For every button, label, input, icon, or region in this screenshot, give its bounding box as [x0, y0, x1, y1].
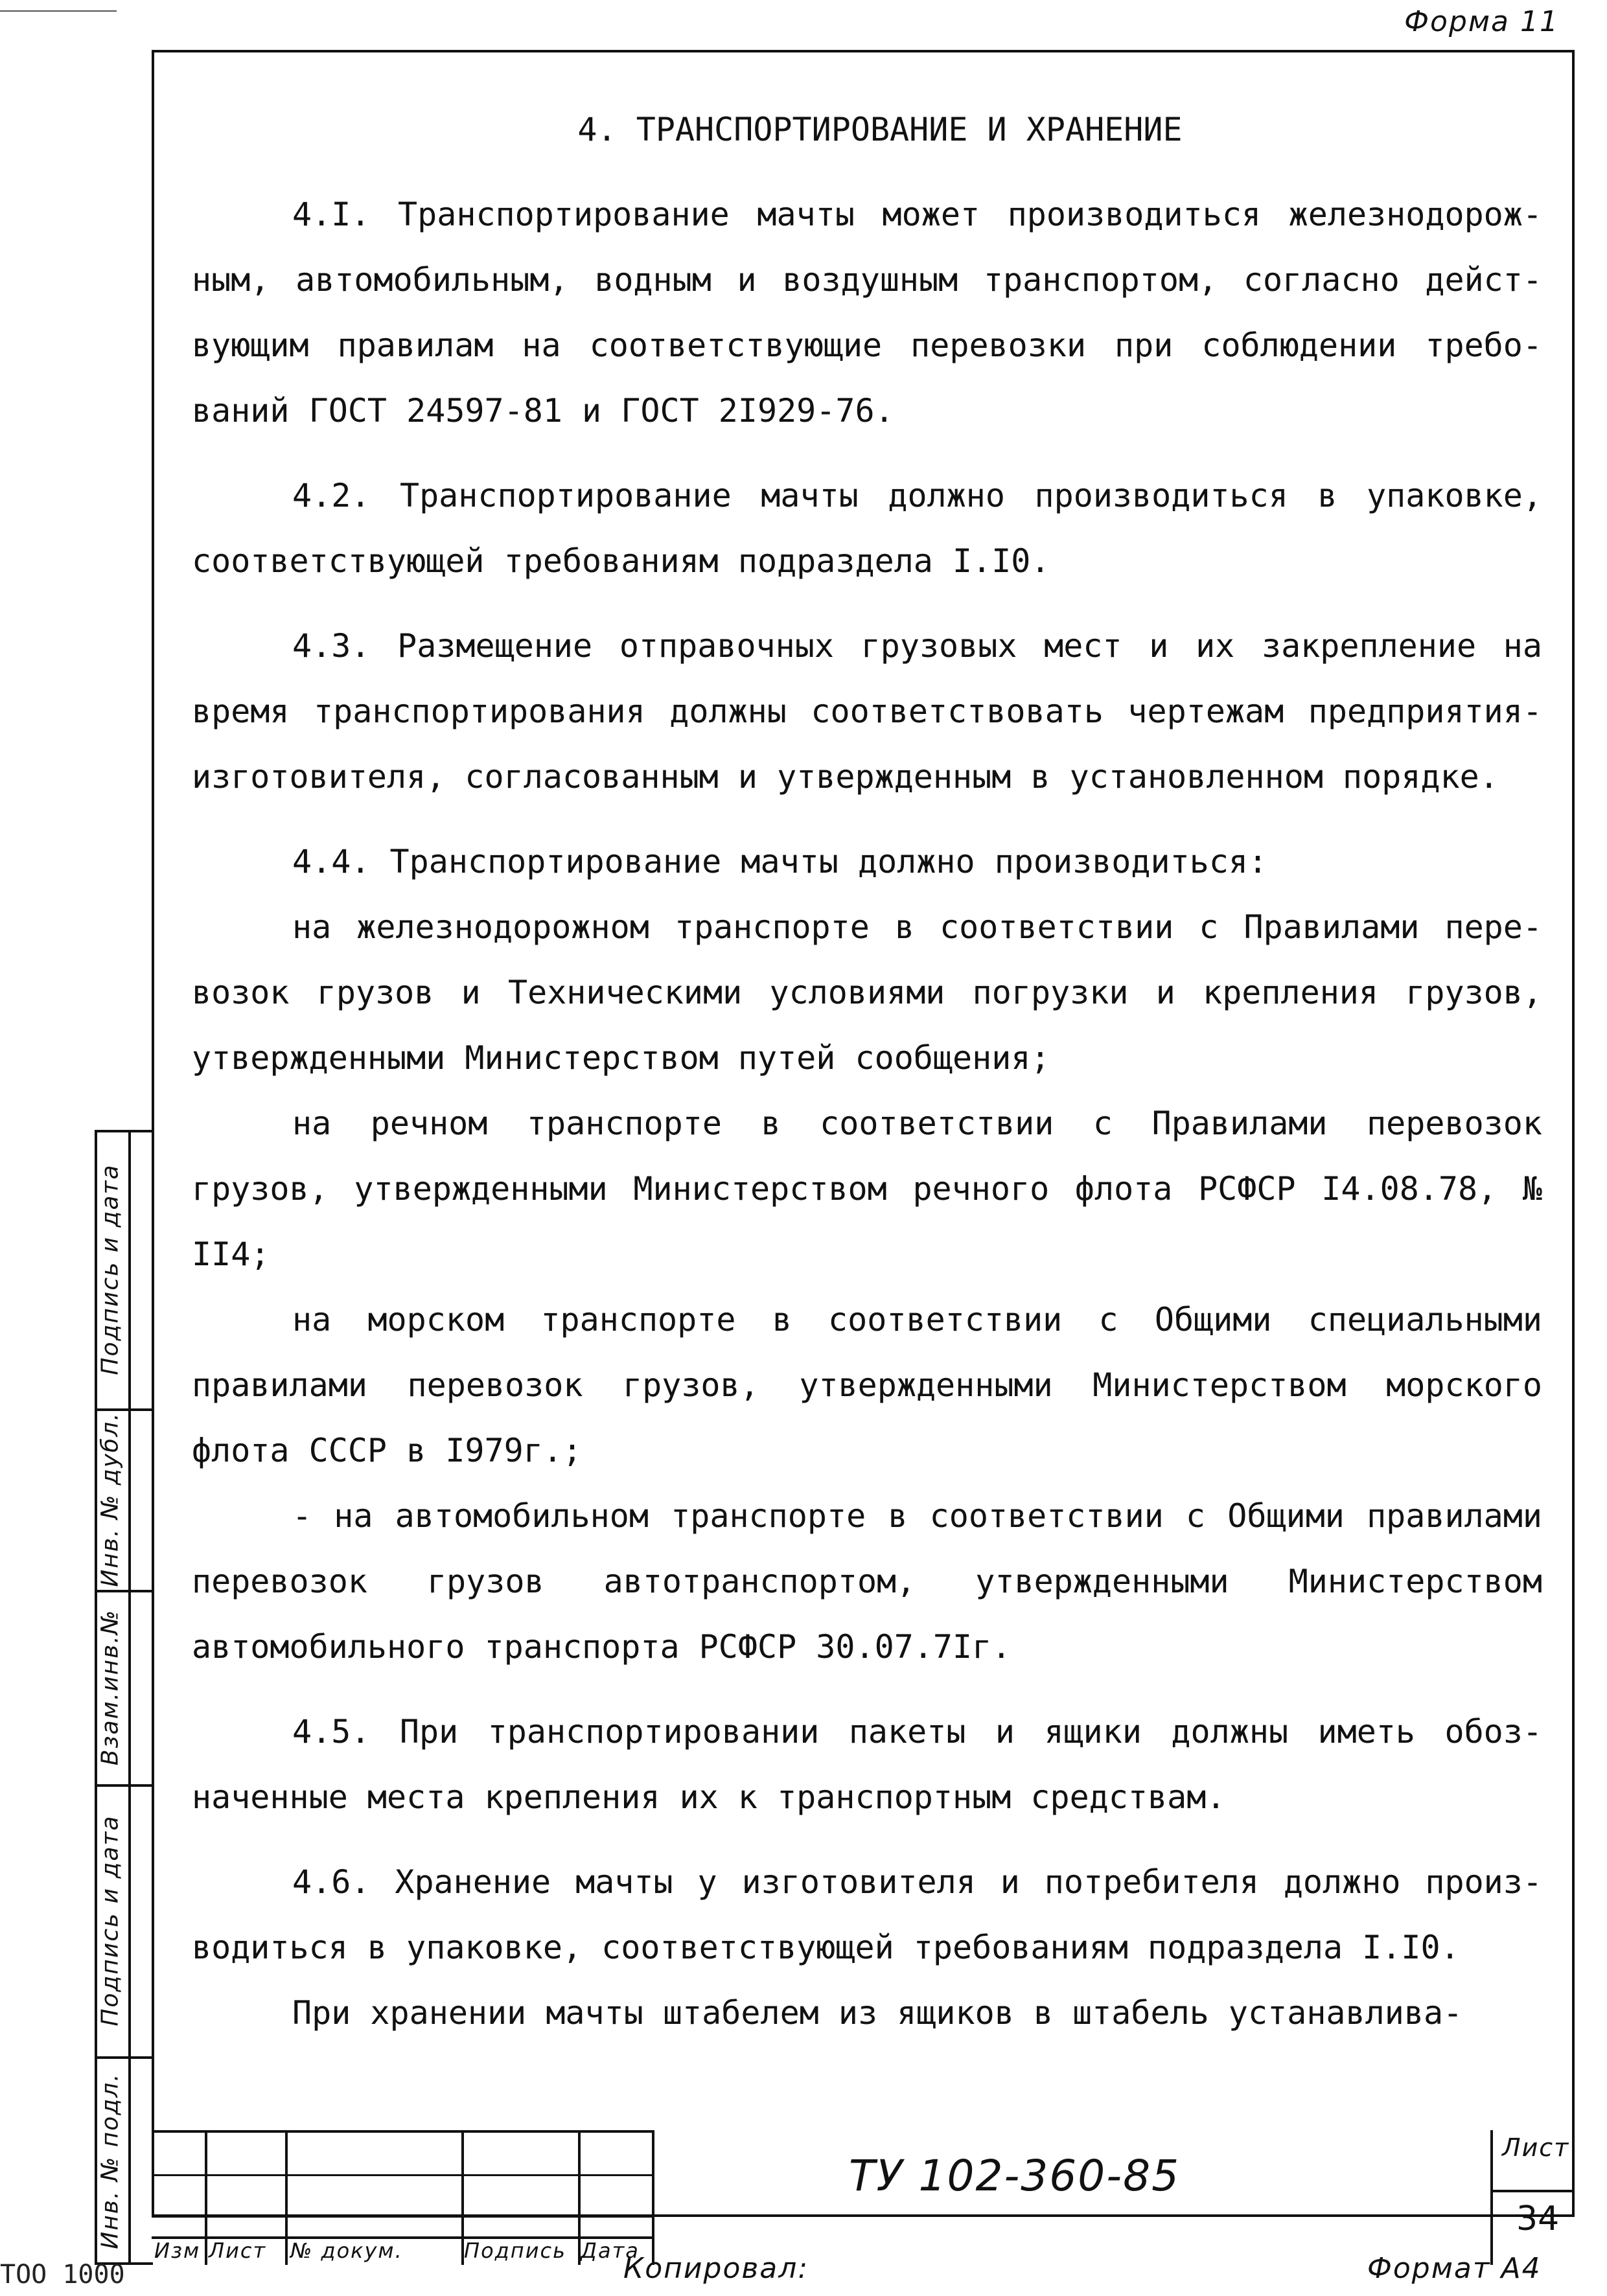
side-label-replace-inv: Взам.инв.№	[97, 1609, 124, 1765]
side-label-original-inv: Инв. № подл.	[97, 2072, 124, 2249]
paragraph-sea: на морском транспорте в соответствии с Общими специальными правилами перевозок грузов, утвержденными Министерством морского флота СССР в I979г.;	[192, 1301, 1542, 1469]
tb-rule	[205, 2130, 207, 2265]
corner-mark: TOO 1000	[0, 2260, 125, 2290]
col-label-date: Дата	[581, 2238, 640, 2263]
paragraph-rail: на железнодорожном транспорте в соответствии с Правилами перевозок грузов и Техническими условиями погрузки и крепления грузов, утвержденными Министерством путей сообщения;	[192, 908, 1542, 1077]
paragraph-4-2: 4.2. Транспортирование мачты должно производиться в упаковке, соответствующей требованиям подраздела I.I0.	[192, 477, 1542, 580]
paragraph-4-3: 4.3. Размещение отправочных грузовых мест и их закрепление на время транспортирования должны соответствовать чертежам предприятия-изготовителя, согласованным и утвержденным в установленном порядке.	[192, 627, 1542, 796]
col-label-doc-number: № докум.	[290, 2238, 403, 2263]
tb-rule	[1490, 2190, 1575, 2192]
col-label-change: Изм	[154, 2238, 201, 2263]
side-label-duplicate-inv: Инв. № дубл.	[97, 1411, 124, 1587]
paragraph-4-5: 4.5. При транспортировании пакеты и ящики должны иметь обозначенные места крепления их к транспортным средствам.	[192, 1713, 1542, 1816]
side-label-signature-date-2: Подпись и дата	[97, 1814, 124, 2026]
col-label-signature: Подпись	[464, 2238, 566, 2263]
side-stamp	[95, 1130, 153, 2265]
section-heading: 4. ТРАНСПОРТИРОВАНИЕ И ХРАНЕНИЕ	[577, 111, 1183, 148]
side-label-signature-date-1: Подпись и дата	[97, 1163, 124, 1375]
document-code: ТУ 102-360-85	[849, 2151, 1181, 2201]
document-body	[192, 97, 1542, 2046]
top-left-rule	[0, 10, 117, 12]
paragraph-river: на речном транспорте в соответствии с Правилами перевозок грузов, утвержденными Министерством речного флота РСФСР I4.08.78, № II4;	[192, 1105, 1542, 1273]
paragraph-4-4: 4.4. Транспортирование мачты должно производиться:	[292, 843, 1268, 880]
paragraph-4-6: 4.6. Хранение мачты у изготовителя и потребителя должно производиться в упаковке, соответствующей требованиям подраздела I.I0.	[192, 1863, 1542, 1966]
paragraph-4-1: 4.I. Транспортирование мачты может производиться железнодорожным, автомобильным, водным и воздушным транспортом, согласно действующим правилам на соответствующие перевозки при соблюдении требований ГОСТ 24597-81 и ГОСТ 2I929-76.	[192, 196, 1542, 430]
tb-rule	[285, 2130, 288, 2265]
format-label: Формат А4	[1367, 2252, 1542, 2285]
sheet-label: Лист	[1502, 2133, 1570, 2162]
tb-rule	[652, 2130, 654, 2265]
paragraph-storage: При хранении мачты штабелем из ящиков в штабель устанавлива-	[292, 1994, 1463, 2032]
copied-by-label: Копировал:	[623, 2252, 809, 2285]
sheet-number: 34	[1516, 2199, 1560, 2238]
col-label-sheet: Лист	[209, 2238, 267, 2263]
paragraph-auto: - на автомобильном транспорте в соответствии с Общими правилами перевозок грузов автотранспортом, утвержденными Министерством автомобильного транспорта РСФСР 30.07.7Iг.	[192, 1497, 1542, 1666]
form-label: Форма 11	[1404, 5, 1559, 38]
tb-rule	[1490, 2130, 1493, 2265]
